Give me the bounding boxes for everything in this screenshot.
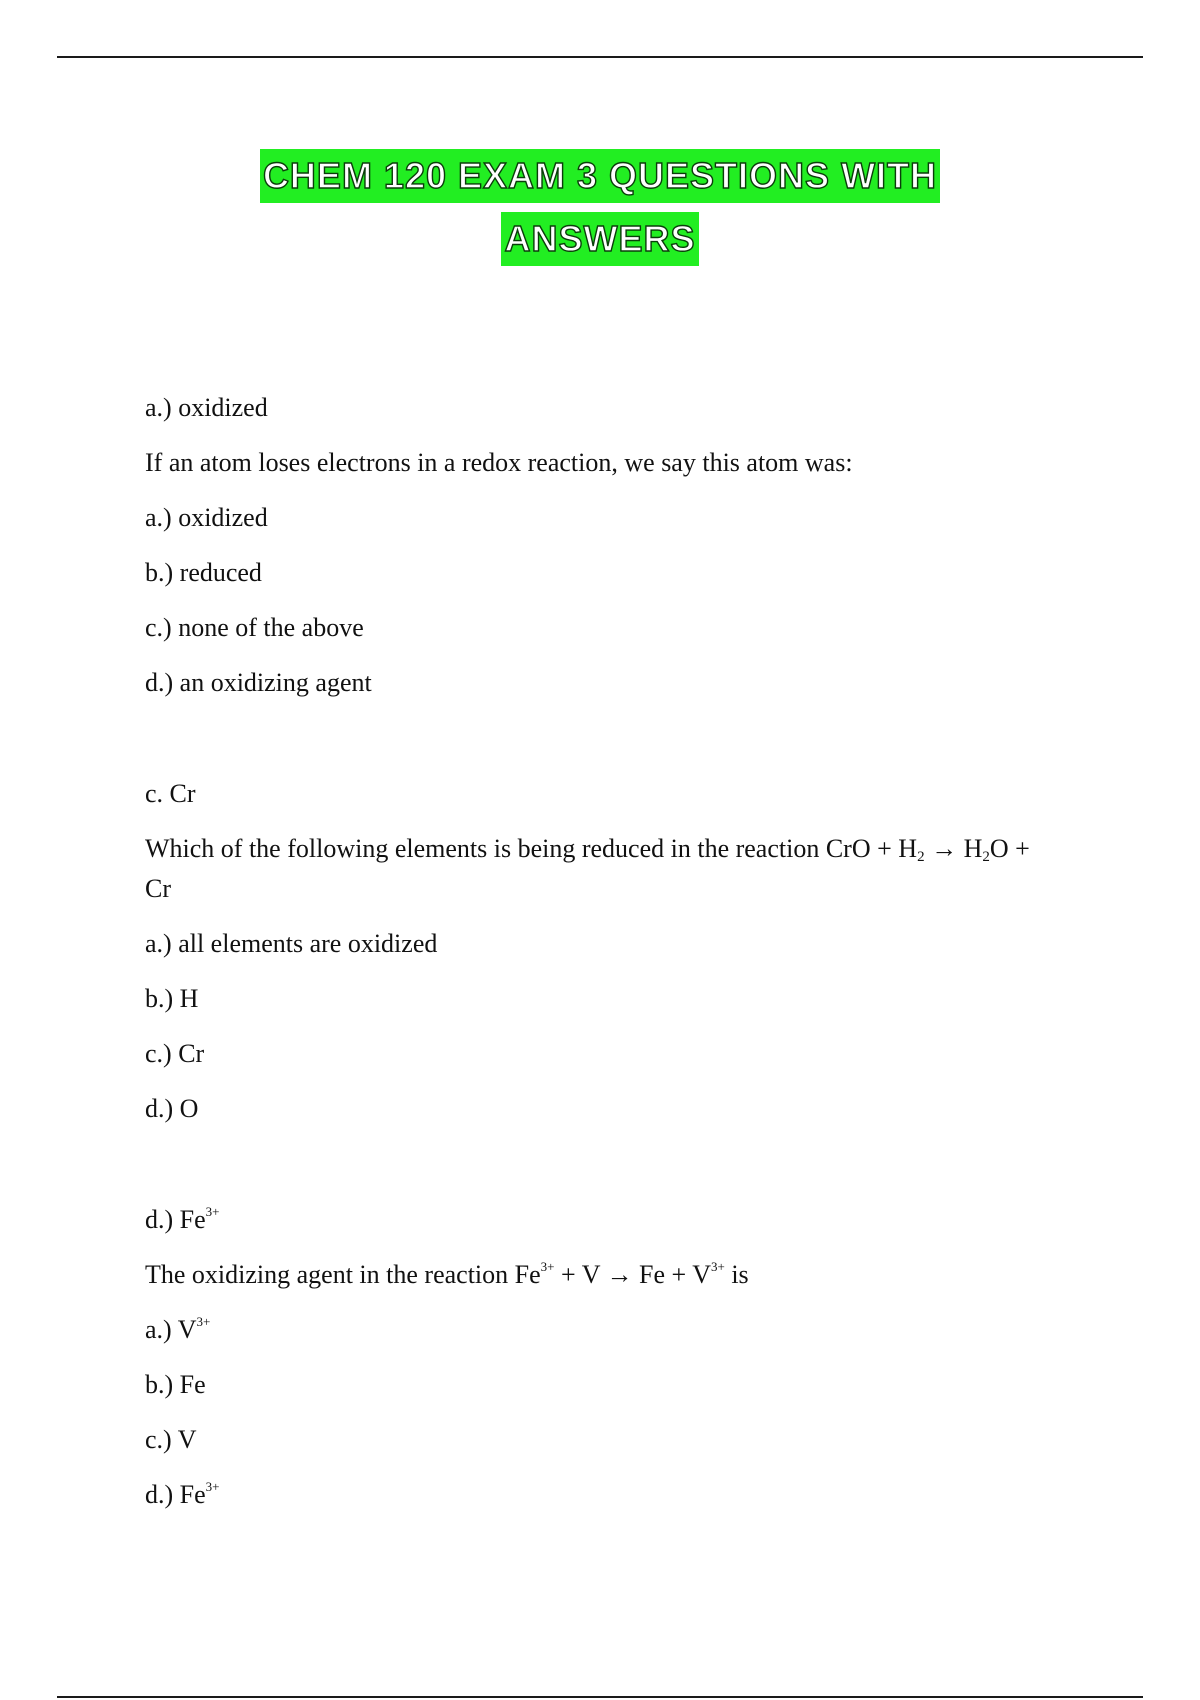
question-block-3 [145,1200,1045,1515]
subscript: 2 [917,849,925,865]
block-spacer [145,718,1045,774]
question-text-part: O + Cr [145,834,1030,903]
question-text-part: Which of the following elements is being reduced in the reaction CrO + H [145,834,918,863]
option-base: a.) V [145,1315,197,1344]
superscript: 3+ [710,1259,725,1274]
header-rule [57,56,1143,58]
option-c: c.) none of the above [145,613,364,642]
block-spacer [145,1144,1045,1200]
option-b: b.) reduced [145,558,262,587]
option-base: d.) Fe [145,1480,206,1509]
question-text-part: + V → Fe + V [554,1260,711,1289]
superscript: 3+ [540,1259,555,1274]
document-body [145,388,1045,1530]
option-base: b.) Fe [145,1370,206,1399]
option-d: d.) an oxidizing agent [145,668,372,697]
option-b [145,1365,1045,1405]
option-a: a.) all elements are oxidized [145,929,438,958]
question-text-part: → H [924,834,983,863]
option-d: d.) O [145,1094,199,1123]
answer-text [145,1200,1045,1240]
superscript: 3+ [205,1479,220,1494]
answer-text: a.) oxidized [145,393,268,422]
option-b: b.) H [145,984,199,1013]
document-title [0,146,1200,272]
superscript: 3+ [196,1314,211,1329]
subscript: 2 [982,849,990,865]
answer-text: c. Cr [145,779,196,808]
question-block-1 [145,388,1045,703]
question-text-part: is [724,1260,749,1289]
option-a: a.) oxidized [145,503,268,532]
superscript: 3+ [205,1204,220,1219]
option-c [145,1420,1045,1460]
option-c: c.) Cr [145,1039,205,1068]
title-line-1: CHEM 120 EXAM 3 QUESTIONS WITH [260,149,940,203]
option-a [145,1310,1045,1350]
option-d [145,1475,1045,1515]
question-block-2 [145,774,1045,1129]
answer-base: d.) Fe [145,1205,206,1234]
question-text [145,829,1045,909]
question-text [145,1255,1045,1295]
title-line-2: ANSWERS [501,212,698,266]
question-text: If an atom loses electrons in a redox reaction, we say this atom was: [145,448,853,477]
option-base: c.) V [145,1425,197,1454]
question-text-part: The oxidizing agent in the reaction Fe [145,1260,541,1289]
footer-rule [57,1696,1143,1698]
